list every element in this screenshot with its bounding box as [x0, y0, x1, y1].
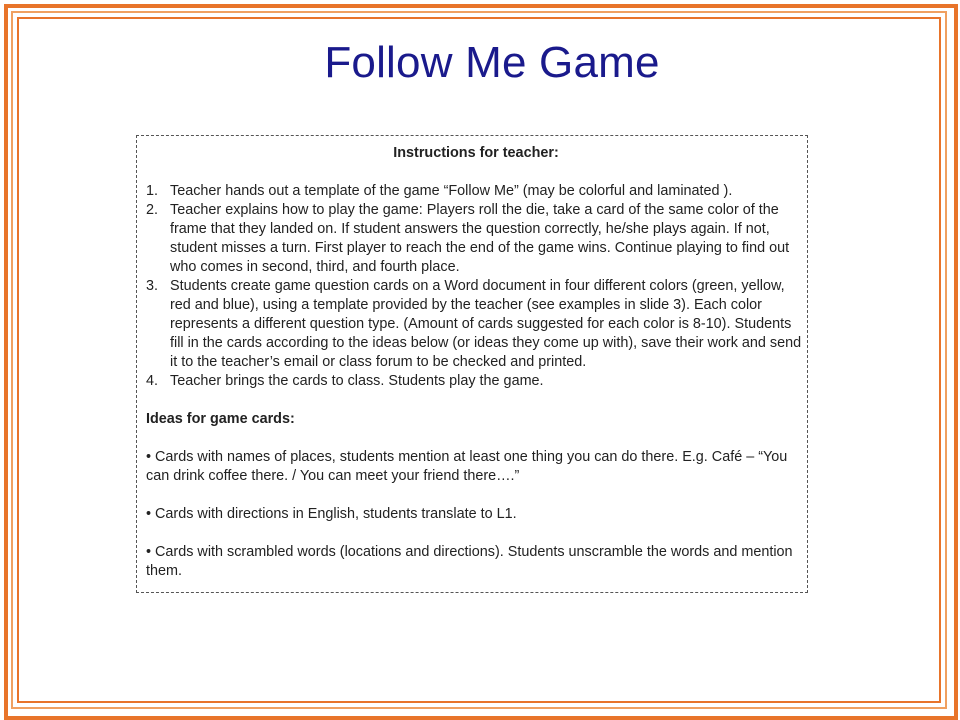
step-number: 3.: [146, 278, 159, 294]
idea-bullet: • Cards with scrambled words (locations and directions). Students unscramble the words and mention them.: [146, 544, 793, 579]
instruction-step: [146, 277, 806, 372]
instructions-heading: Instructions for teacher:: [393, 145, 559, 161]
instruction-step: [146, 201, 806, 277]
step-text: Teacher hands out a template of the game “Follow Me” (may be colorful and laminated ).: [170, 183, 733, 199]
step-number: 2.: [146, 202, 159, 218]
step-text: Teacher brings the cards to class. Students play the game.: [170, 373, 544, 389]
instructions-list: [146, 182, 806, 391]
idea-bullet: • Cards with directions in English, students translate to L1.: [146, 506, 517, 522]
step-text: Teacher explains how to play the game: Players roll the die, take a card of the same color of the frame that they landed on. If student answers the question correctly, he/she plays again. If not, student misses a turn. First player to reach the end of the game wins. Continue playing to find out who comes in second, third, and fourth place.: [170, 202, 790, 275]
instructions-text: [146, 144, 806, 581]
ideas-heading: Ideas for game cards:: [146, 411, 295, 427]
step-number: 4.: [146, 373, 159, 389]
instruction-step: [146, 182, 806, 201]
slide-title: Follow Me Game: [324, 38, 660, 87]
step-text: Students create game question cards on a Word document in four different colors (green, yellow, red and blue), using a template provided by the teacher (see examples in slide 3). Each color represents a different question type. (Amount of cards suggested for each color is 8-10). Students fill in the cards according to the ideas below (or ideas they come up with), save their work and send it to the teacher’s email or class forum to be checked and printed.: [170, 278, 802, 370]
instruction-step: [146, 372, 806, 391]
idea-bullet: • Cards with names of places, students mention at least one thing you can do there. E.g. Café – “You can drink coffee there. / You can meet your friend there….”: [146, 449, 788, 484]
step-number: 1.: [146, 183, 159, 199]
